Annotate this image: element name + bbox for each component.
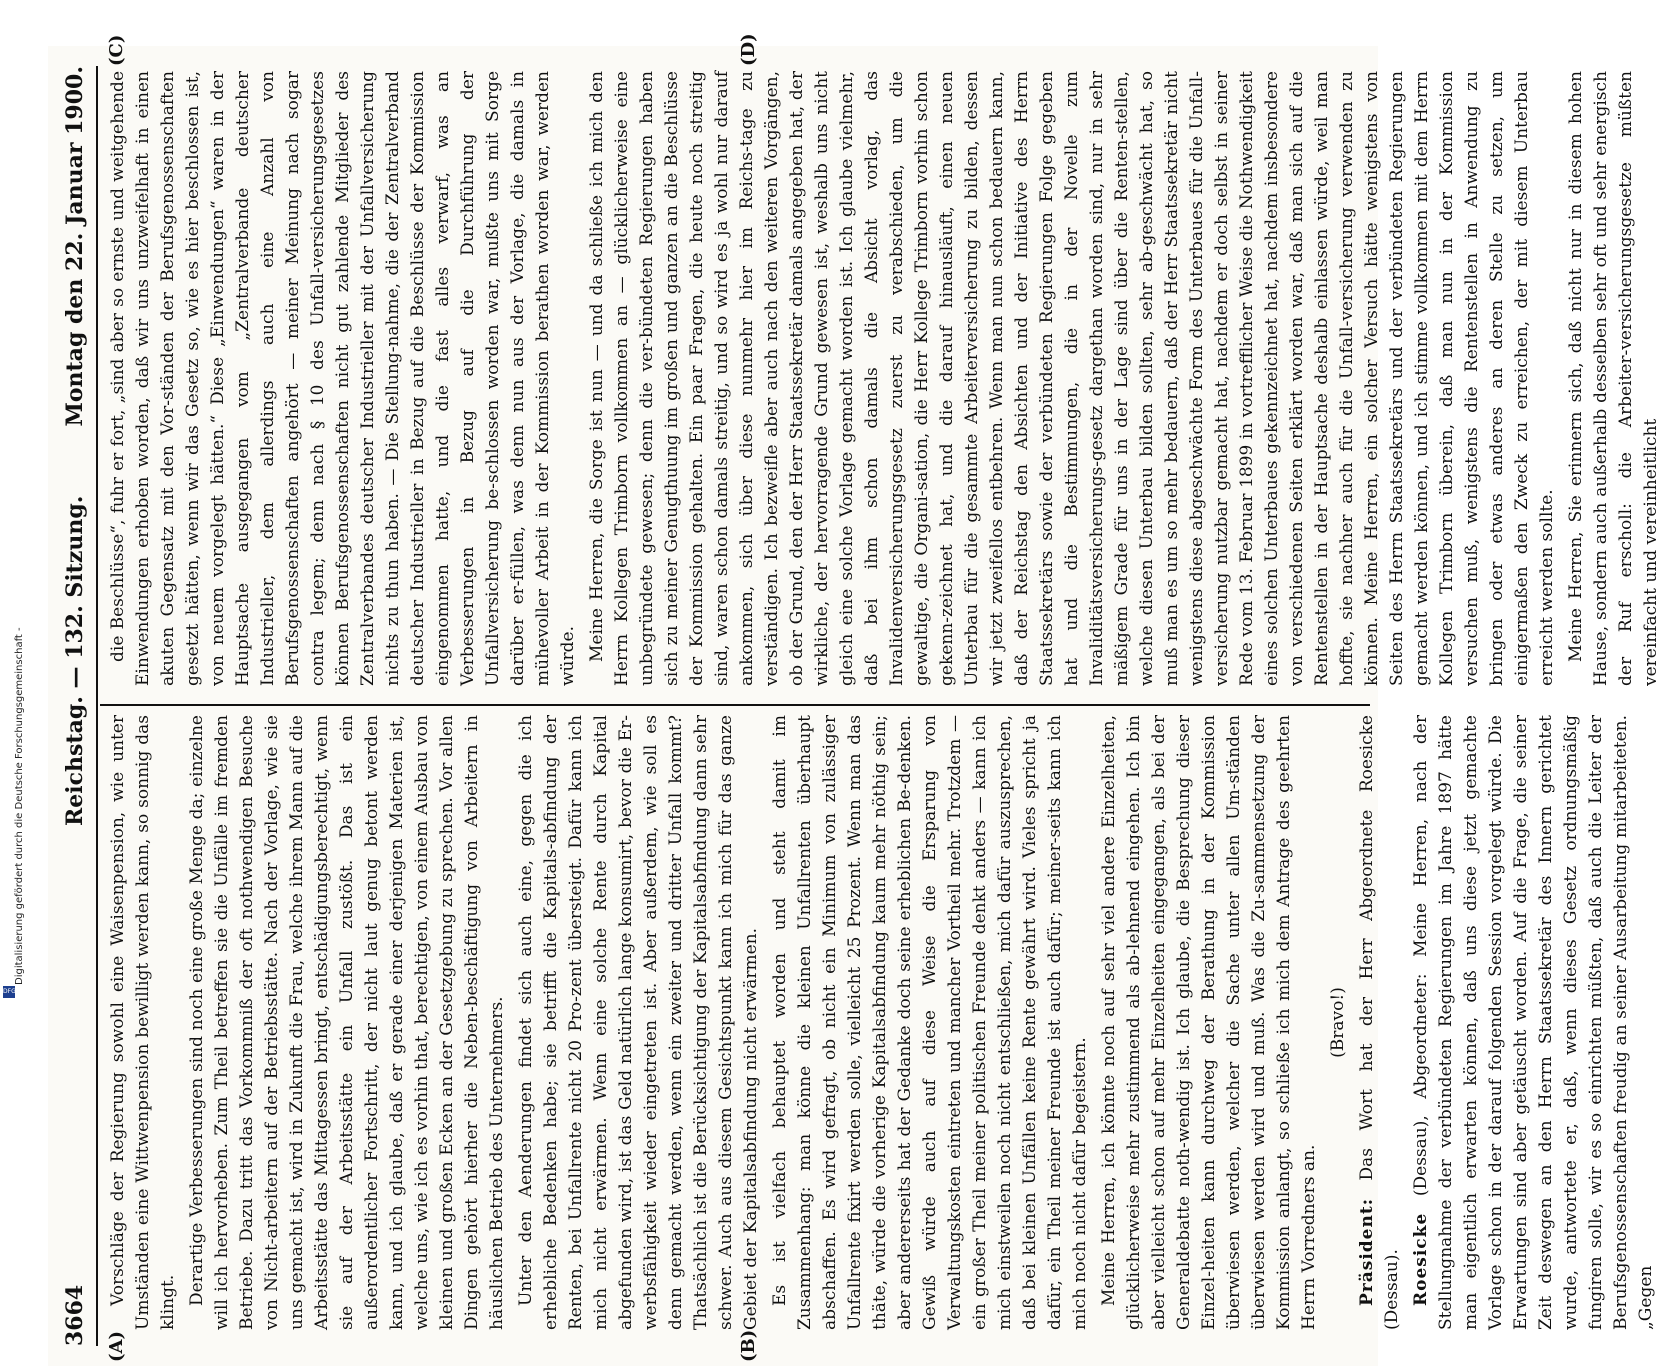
paragraph: Es ist vielfach behauptet worden und steht damit im Zusammenhang: man könne die kleinen Unfallrenten überhaupt abschaffen. Es wird gefragt, ob nicht ein Minimum von zulässiger Unfallrente fixirt werden solle, vielleicht 25 Prozent. Wenn man das thäte, würde die vorherige Kapitalsabfindung kaum mehr nöthig sein; aber andererseits hat der Gedanke doch seine erheblichen Be-denken. Gewiß würde auch auf diese Weise die Ersparung von Verwaltungskosten eintreten und mancher Vortheil mehr. Trotzdem — ein großer Theil meiner politischen Freunde denkt anders — kann ich mich einstweilen noch nicht entschließen, mich dafür auszusprechen, daß bei kleinen Unfällen keine Rente gewährt wird. Vieles spricht ja dafür, ein Theil meiner Freunde ist auch dafür; meiner-seits kann ich mich noch nicht dafür begeistern. <box>770 715 1090 1330</box>
page-number: 3664 <box>62 1284 88 1346</box>
right-column <box>106 71 1661 686</box>
margin-marker-a: (A) <box>106 1331 127 1362</box>
margin-marker-d: (D) <box>738 33 759 66</box>
paragraph: Meine Herren, ich könnte noch auf sehr viel andere Einzelheiten, glücklicherweise mehr zustimmend als ab-lehnend eingehen. Ich bin aber vielleicht schon auf mehr Einzelheiten eingegangen, als bei der Generaldebatte noth-wendig ist. Ich glaube, die Besprechung dieser Einzel-heiten kann durchweg der Berathung in der Kommission überwiesen werden, welcher die Sache unter allen Um-ständen überwiesen werden wird und muß. Was die Zu-sammensetzung der Kommission anlangt, so schließe ich mich dem Antrage des geehrten Herrn Vorredners an. <box>1099 715 1319 1330</box>
applause-note: (Bravo!) <box>1328 987 1348 1058</box>
footer-credit: Digitalisierung gefördert durch die Deutsche Forschungsgemeinschaft - <box>14 627 25 985</box>
paragraph: Derartige Verbesserungen sind noch eine große Menge da; einzelne will ich hervorheben. Zum Theil betreffen sie die Unfälle im fremden Betriebe. Dazu tritt das Vorkommniß der oft nothwendigen Besuche von Nicht-arbeitern auf der Betriebsstätte. Nach der Vorlage, wie sie uns gemacht ist, wird in Zukunft die Frau, welche ihrem Mann auf die Arbeitsstätte das Mittagessen bringt, entschädigungsberechtigt, wenn sie auf der Arbeitsstätte ein Unfall zustößt. Das ist ein außerordentlicher Fortschritt, der nicht laut genug betont werden kann, und ich glaube, daß er gerade einer derjenigen Materien ist, welche uns, wie ich es vorhin that, berechtigen, von einem Ausbau von kleinen und großen Ecken an der Gesetzgebung zu sprechen. Vor allen Dingen gehört hierher die Neben-beschäftigung von Arbeitern in häuslichen Betrieb des Unternehmers. <box>187 715 507 1330</box>
president-remark <box>1355 715 1405 1330</box>
left-column <box>106 715 1656 1330</box>
president-text: Das Wort hat der Herr Abgeordnete Roesicke (Dessau). <box>1357 715 1402 1330</box>
paragraph: die Beschlüsse“, fuhr er fort, „sind aber so ernste und weitgehende Einwendungen erhoben worden, daß wir uns unzweifelhaft in einen akuten Gegensatz mit den Vor-ständen der Berufsgenossenschaften gesetzt hätten, wenn wir das Gesetz so, wie es hier beschlossen ist, von neuem vorgelegt hätten.“ Diese „Einwendungen“ waren in der Hauptsache ausgegangen vom „Zentralverbande deutscher Industrieller, dem allerdings auch eine Anzahl von Berufsgenossenschaften angehört — meiner Meinung nach sogar contra legem; denn nach § 10 des Unfall-versicherungsgesetzes können Berufsgenossenschaften nicht gut zahlende Mitglieder des Zentralverbandes deutscher Industrieller mit der Unfallversicherung nichts zu thun haben. — Die Stellung-nahme, die der Zentralverband deutscher Industrieller in Bezug auf die Beschlüsse der Kommission eingenommen hatte, und die fast alles verwarf, was an Verbesserungen in Bezug auf die Durchführung der Unfallversicherung be-schlossen worden war, mußte uns mit Sorge darüber er-füllen, was denn nun aus der Vorlage, die damals in mühevoller Arbeit in der Kommission berathen worden war, werden würde. <box>108 71 578 686</box>
speaker-party: (Dessau), Abgeordneter: <box>1411 973 1431 1197</box>
speaker-name: Roesicke <box>1411 1212 1431 1306</box>
paragraph: Meine Herren, Sie erinnern sich, daß nicht nur in diesem hohen Hause, sondern auch außerhalb desselben sehr oft und sehr energisch der Ruf erscholl: die Arbeiter-versicherungsgesetze müßten vereinfacht und vereinheitlicht <box>1566 71 1661 686</box>
speech-start <box>1409 715 1659 1330</box>
page-header <box>56 66 96 1346</box>
paragraph: Unter den Aenderungen findet sich auch eine, gegen die ich erhebliche Bedenken habe; sie betrifft die Kapitals-abfindung der Renten, bei Unfallrente nicht 20 Pro-zent übersteigt. Dafür kann ich mich nicht erwärmen. Wenn eine solche Rente durch Kapital abgefunden wird, ist das Geld natürlich lange konsumirt, bevor die Er-werbsfähigkeit wieder eingetreten ist. Aber außerdem, wie soll es denn gemacht werden, wenn ein zweiter und dritter Unfall kommt? Thatsächlich ist die Berücksichtigung der Kapitalsabfindung dann sehr schwer. Auch aus diesem Gesichtspunkt kann ich mich für das ganze Gebiet der Kapitalsabfindung nicht erwärmen. <box>516 715 761 1330</box>
president-label: Präsident: <box>1357 1198 1377 1306</box>
newspaper-page <box>48 33 1661 1366</box>
header-rule <box>96 66 98 1346</box>
margin-marker-c: (C) <box>106 34 127 66</box>
paragraph: Meine Herren, die Sorge ist nun — und da schließe ich mich den Herrn Kollegen Trimborn vollkommen an — glücklicherweise eine unbegründete gewesen; denn die ver-bündeten Regierungen haben sich zu meiner Genugthuung im großen und ganzen an die Beschlüsse der Kommission gehalten. Ein paar Fragen, die heute noch streitig sind, waren schon damals streitig, und so wird es ja wohl nur darauf ankommen, sich über diese nunmehr hier im Reichs-tage zu verständigen. Ich bezweifle aber auch nach den weiteren Vorgängen, ob der Grund, den der Herr Staatssekretär damals angegeben hat, der wirkliche, der hervorragende Grund gewesen ist, weshalb uns nicht gleich eine solche Vorlage gemacht worden ist. Ich glaube vielmehr, daß bei ihm schon damals die Absicht vorlag, das Invalidenversicherungsgesetz zuerst zu verabschieden, um die gewaltige, die Organi-sation, die Herr Kollege Trimborn vorhin schon gekenn-zeichnet hat, und die darauf hinausläuft, einen neuen Unterbau für die gesammte Arbeiterversicherung zu bilden, dessen wir jetzt zweifellos entbehren. Wenn man nun schon bedauern kann, daß der Reichstag den Absichten und der Initiative des Herrn Staatssekretärs sowie der verbündeten Regierungen Folge gegeben hat und die Bestimmungen, die in der Novelle zum Invaliditätsversicherungs-gesetz dargethan worden sind, nur in sehr mäßigem Grade für uns in der Lage sind über die Renten-stellen, welche diesen Unterbau bilden sollten, sehr ab-geschwächt hat, so muß man es um so mehr bedauern, daß der Herr Staatssekretär nicht wenigstens diese abgeschwächte Form des Unterbaues für die Unfall-versicherung nutzbar gemacht hat, nachdem er doch selbst in seiner Rede vom 13. Februar 1899 in vortrefflicher Weise die Nothwendigkeit eines solchen Unterbaues gekennzeichnet hat, nachdem insbesondere von verschiedenen Seiten erklärt worden war, daß man sich auf die Rentenstellen in der Hauptsache deshalb einlassen würde, weil man hoffte, sie nachher auch für die Unfall-versicherung verwenden zu können. Meine Herren, ein solcher Versuch hätte wenigstens von Seiten des Herrn Staatssekretärs und der verbündeten Regierungen gemacht werden können, und ich stimme vollkommen mit dem Herrn Kollegen Trimborn überein, daß man nun in der Kommission versuchen muß, wenigstens die Rentenstellen in Anwendung zu bringen oder etwas anderes an deren Stelle zu setzen, um einigermaßen den Zweck zu erreichen, der mit diesem Unterbau erreicht werden sollte. <box>587 71 1557 686</box>
column-divider <box>100 704 1370 706</box>
paragraph: Vorschläge der Regierung sowohl eine Waisenpension, wie unter Umständen eine Wittwenpension bewilligt werden kann, so sonnig das klingt. <box>108 715 178 1330</box>
speaker-text: Meine Herren, nach der Stellungnahme der verbündeten Regierungen im Jahre 1897 hätte man eigentlich erwarten können, daß uns diese jetzt gemachte Vorlage schon in der darauf folgenden Session vorgelegt würde. Die Erwartungen sind aber getäuscht worden. Auf die Frage, die seiner Zeit deswegen an den Herrn Staatssekretär des Innern gerichtet wurde, antwortete er, daß, wenn dieses Gesetz ordnungsmäßig fungiren solle, wir es so einrichten müßten, daß auch die Leiter der Berufsgenossenschaften freudig an seiner Ausarbeitung mitarbeiteten. „Gegen <box>1411 715 1656 1330</box>
page-title: Reichstag. — 132. Sitzung. <box>62 495 88 826</box>
dfg-logo: DFG <box>3 986 15 998</box>
margin-marker-b: (B) <box>738 1329 759 1362</box>
page-date: Montag den 22. Januar 1900. <box>62 66 88 427</box>
